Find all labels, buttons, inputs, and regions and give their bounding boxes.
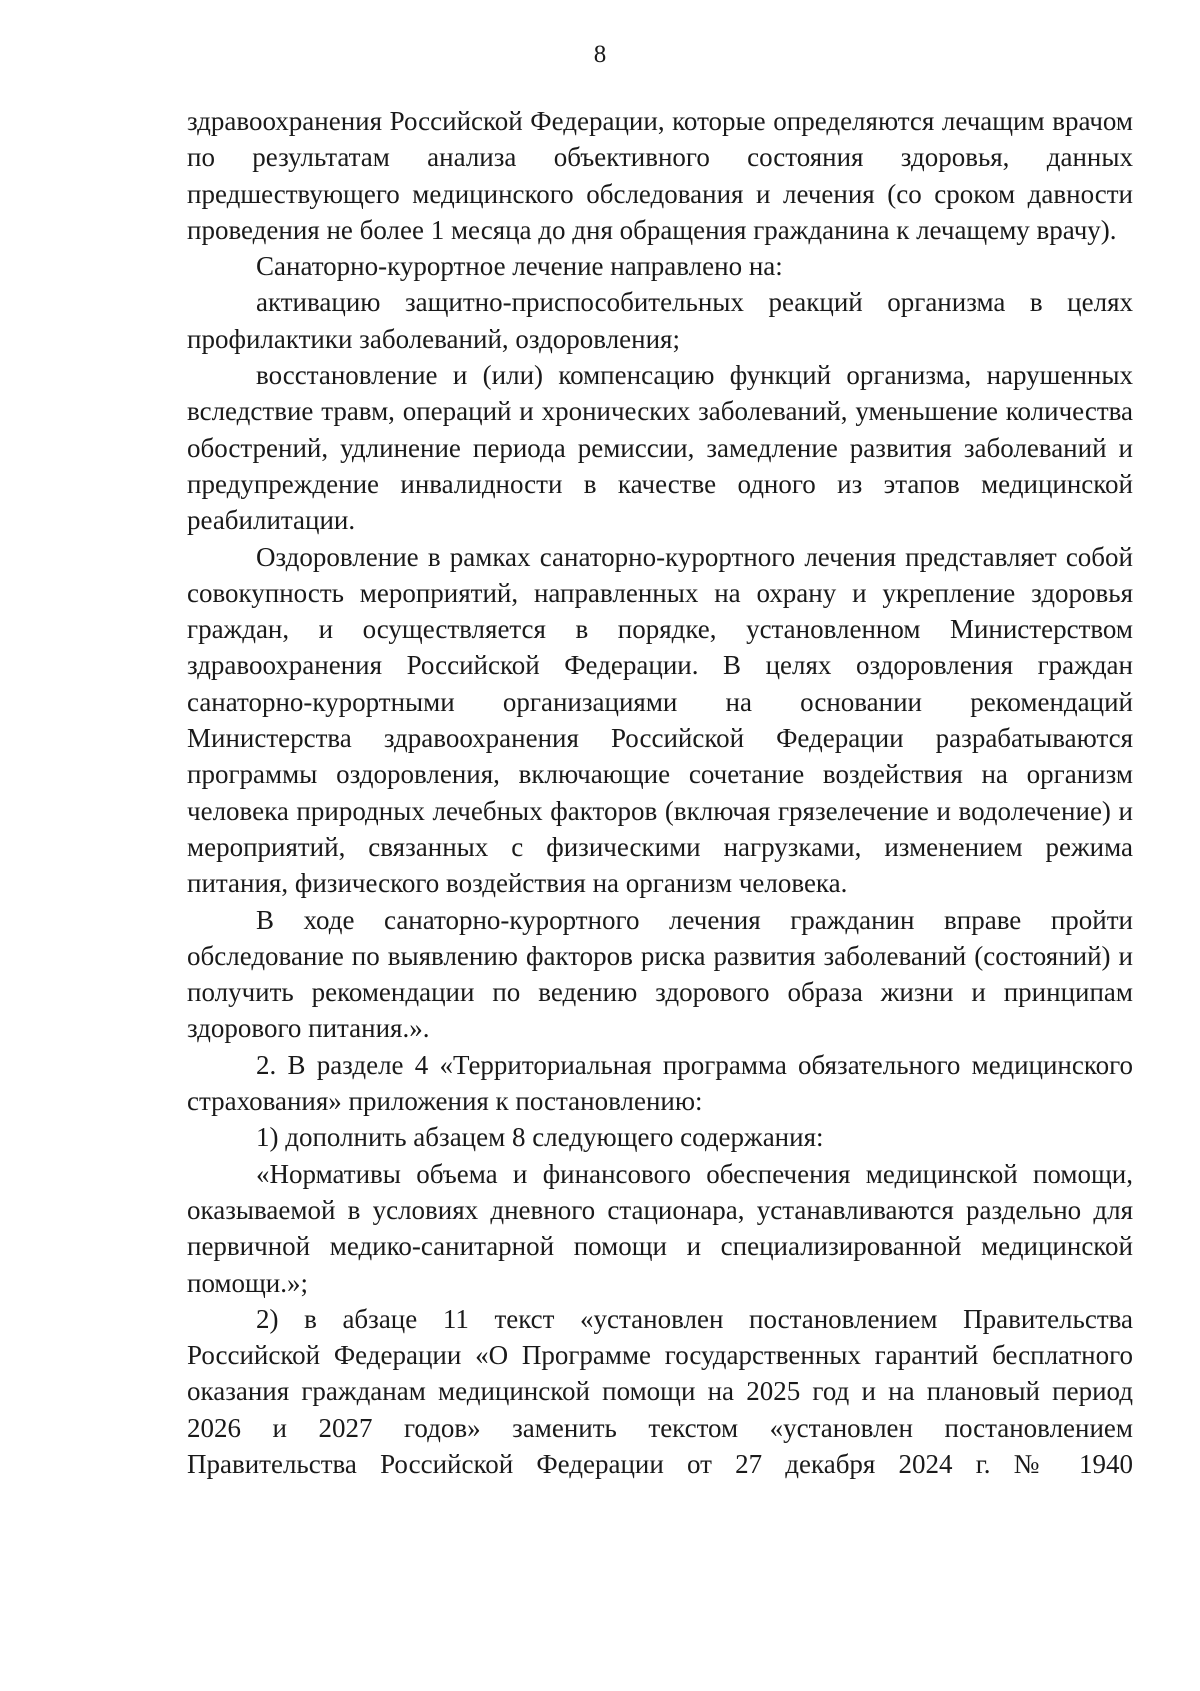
paragraph-norms: «Нормативы объема и финансового обеспечения медицинской помощи, оказываемой в условиях дневного стационара, устанавливаются раздельно для первичной медико-санитарной помощи и специализированной медицинской помощи.»;	[187, 1158, 1133, 1298]
document-body	[187, 103, 1133, 1482]
paragraph-activation: активацию защитно-приспособительных реакций организма в целях профилактики заболеваний, оздоровления;	[187, 287, 1133, 354]
paragraph-aimed-at: Санаторно-курортное лечение направлено на:	[256, 251, 783, 282]
paragraph-sub-2: 2) в абзаце 11 текст «установлен постановлением Правительства Российской Федерации «О Программе государственных гарантий бесплатного оказания гражданам медицинской помощи на 2025 год и на плановый период 2026 и 2027 годов» заменить текстом «установлен постановлением Правительства Российской Федерации от 27 декабря 2024 г. № 1940	[187, 1303, 1133, 1479]
paragraph-sub-1: 1) дополнить абзацем 8 следующего содержания:	[256, 1122, 824, 1153]
page-number: 8	[593, 41, 607, 68]
paragraph-restoration: восстановление и (или) компенсацию функций организма, нарушенных вследствие травм, операций и хронических заболеваний, уменьшение количества обострений, удлинение периода ремиссии, замедление развития заболеваний и предупреждение инвалидности в качестве одного из этапов медицинской реабилитации.	[187, 360, 1133, 536]
paragraph-examination: В ходе санаторно-курортного лечения гражданин вправе пройти обследование по выявлению факторов риска развития заболеваний (состояний) и получить рекомендации по ведению здорового образа жизни и принципам здорового питания.».	[187, 904, 1133, 1044]
paragraph-health-improvement: Оздоровление в рамках санаторно-курортного лечения представляет собой совокупность мероприятий, направленных на охрану и укрепление здоровья граждан, и осуществляется в порядке, установленном Министерством здравоохранения Российской Федерации. В целях оздоровления граждан санаторно-курортными организациями на основании рекомендаций Министерства здравоохранения Российской Федерации разрабатываются программы оздоровления, включающие сочетание воздействия на организм человека природных лечебных факторов (включая грязелечение и водолечение) и мероприятий, связанных с физическими нагрузками, изменением режима питания, физического воздействия на организм человека.	[187, 541, 1133, 899]
paragraph-item-2: 2. В разделе 4 «Территориальная программа обязательного медицинского страхования» приложения к постановлению:	[187, 1049, 1133, 1117]
paragraph-continuation: здравоохранения Российской Федерации, которые определяются лечащим врачом по результатам анализа объективного состояния здоровья, данных предшествующего медицинского обследования и лечения (со сроком давности проведения не более 1 месяца до дня обращения гражданина к лечащему врачу).	[187, 106, 1133, 245]
